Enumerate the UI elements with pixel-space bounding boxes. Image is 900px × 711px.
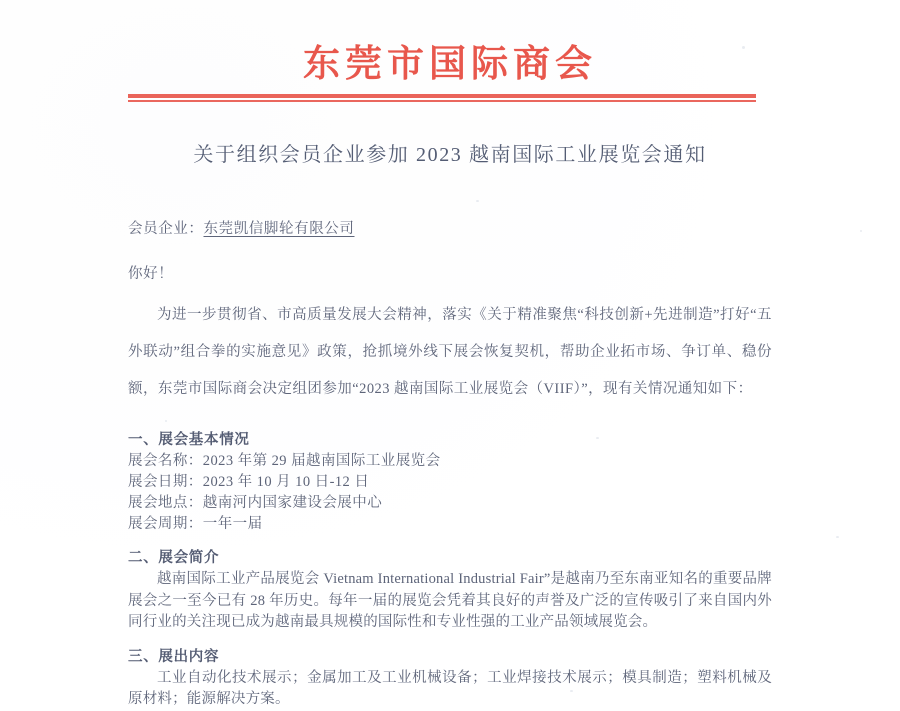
section-exhibits-content	[128, 645, 772, 711]
field-label: 展会日期：	[128, 474, 203, 491]
scan-speckle	[860, 230, 862, 232]
field-value: 一年一届	[202, 516, 263, 533]
salutation: 你好！	[128, 266, 174, 283]
lead-paragraph: 为进一步贯彻省、市高质量发展大会精神，落实《关于精准聚焦“科技创新+先进制造”打好“五外联动”组合拳的实施意见》政策，抢抓境外线下展会恢复契机，帮助企业拓市场、争订单、稳份额，东莞市国际商会决定组团参加“2023 越南国际工业展览会（VIIF）”，现有关情况通知如下：	[128, 307, 772, 398]
rule-thin-line	[128, 100, 756, 102]
section-heading: 二、展会简介	[128, 550, 220, 567]
section-heading: 一、展会基本情况	[128, 432, 250, 449]
field-label: 展会地点：	[128, 495, 203, 512]
field-row	[128, 514, 772, 535]
field-label: 展会周期：	[128, 516, 203, 533]
letterhead	[128, 0, 772, 102]
document-content	[128, 0, 772, 711]
section-exhibition-basics	[128, 428, 772, 535]
recipient-label: 会员企业：	[128, 221, 204, 238]
field-row	[128, 493, 772, 514]
section-paragraph: 工业自动化技术展示；金属加工及工业机械设备；工业焊接技术展示；模具制造；塑料机械及原材料；能源解决方案。	[128, 669, 772, 708]
field-value: 2023 年第 29 届越南国际工业展览会	[202, 453, 441, 470]
recipient-company-name: 东莞凯信脚轮有限公司	[203, 221, 355, 238]
scan-speckle	[836, 536, 839, 538]
field-label: 展会名称：	[128, 453, 203, 470]
recipient-line	[128, 217, 772, 238]
rule-thick-line	[128, 94, 756, 98]
section-exhibition-introduction	[128, 546, 772, 634]
section-paragraph: 越南国际工业产品展览会 Vietnam International Industrial Fair”是越南乃至东南亚知名的重要品牌展会之一至今已有 28 年历史。每年一届的展览会凭着其良好的声誉及广泛的宣传吸引了来自国内外同行业的关注现已成为越南最具规模的国际性和专业性强的工业产品领域展览会。	[128, 571, 772, 631]
letterhead-double-rule	[128, 94, 756, 102]
letterhead-organization-name: 东莞市国际商会	[303, 44, 597, 85]
field-row	[128, 472, 772, 493]
field-value: 越南河内国家建设会展中心	[202, 495, 383, 512]
field-row	[128, 451, 772, 472]
document-title: 关于组织会员企业参加 2023 越南国际工业展览会通知	[193, 144, 707, 167]
field-value: 2023 年 10 月 10 日-12 日	[202, 474, 370, 491]
section-heading: 三、展出内容	[128, 648, 220, 665]
